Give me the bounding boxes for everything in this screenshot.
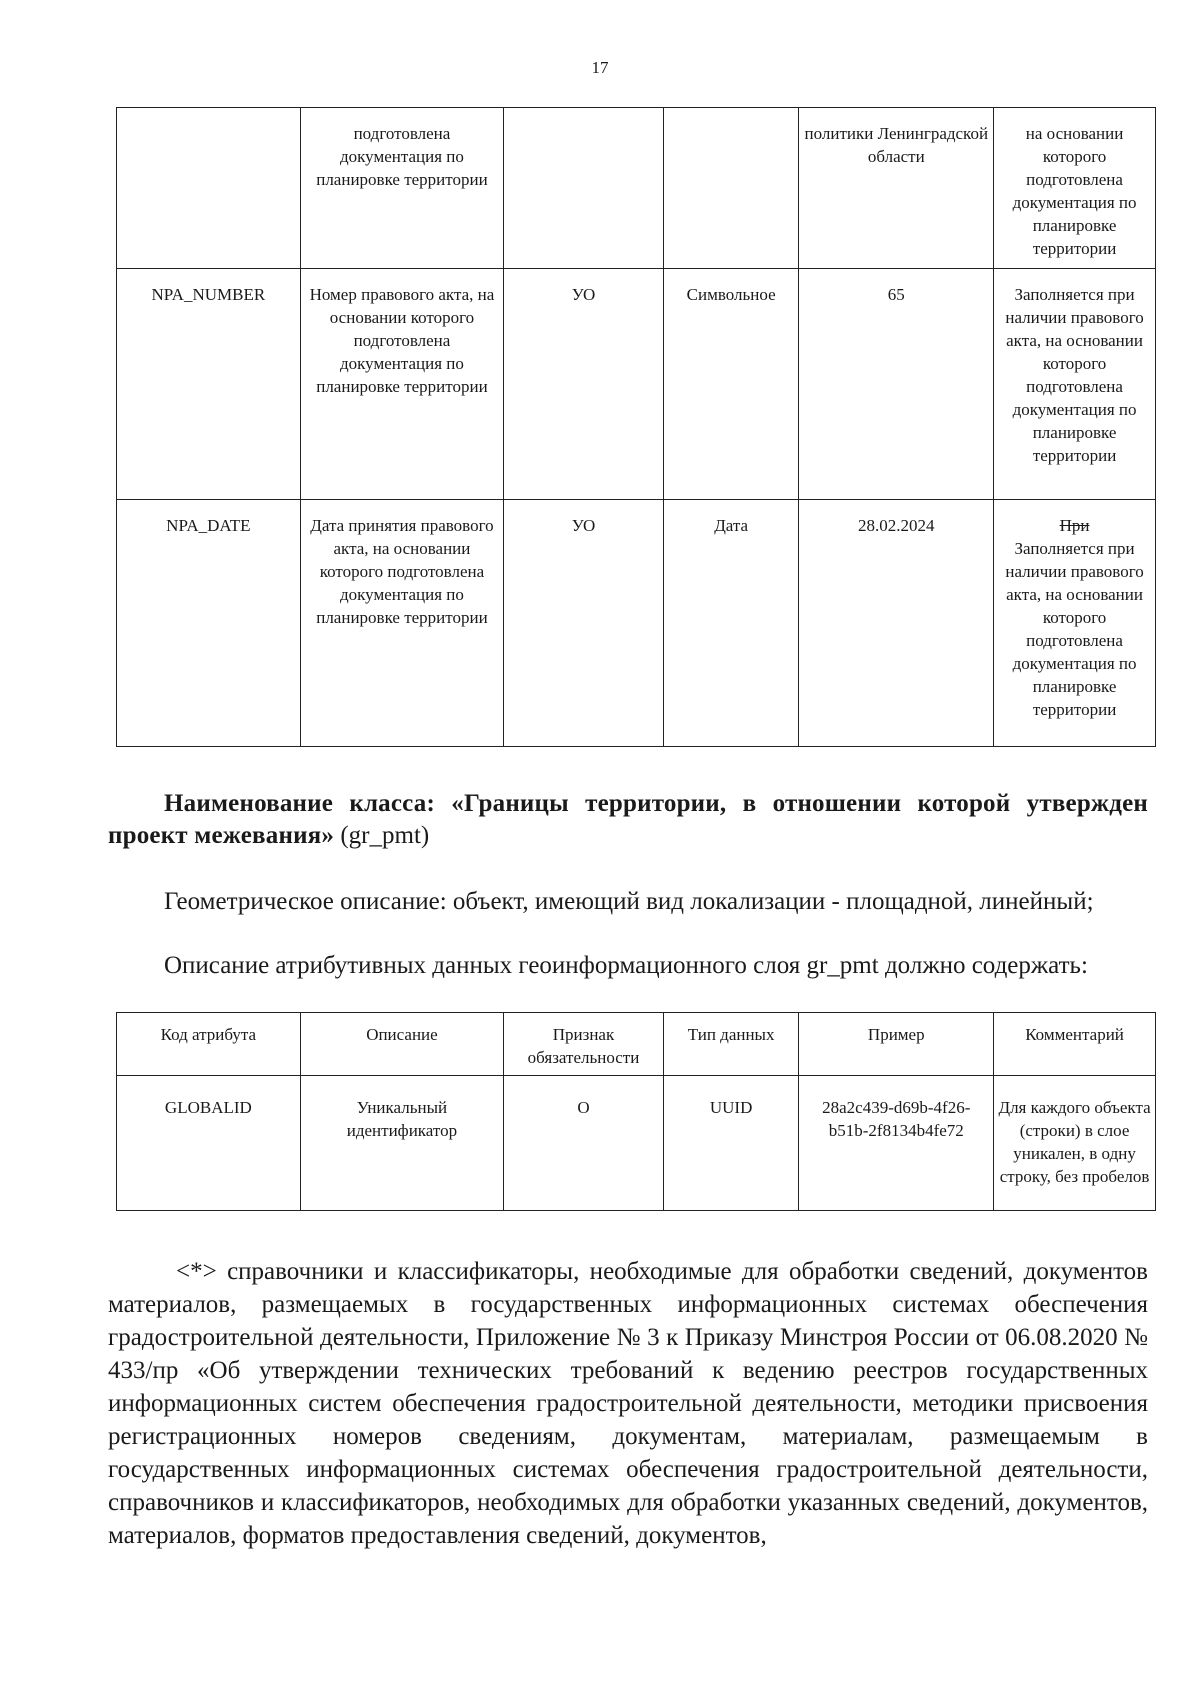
header-description: Описание <box>300 1013 503 1076</box>
cell-example: 65 <box>799 269 994 500</box>
table-row <box>117 108 1156 269</box>
cell-code <box>117 108 301 269</box>
cell-description: Дата принятия правового акта, на основании которого подготовлена документация по планировке территории <box>300 500 503 747</box>
table-header-row <box>117 1013 1156 1076</box>
header-type: Тип данных <box>663 1013 799 1076</box>
attributes-description: Описание атрибутивных данных геоинформационного слоя gr_pmt должно содержать: <box>164 952 1088 979</box>
cell-comment: на основании которого подготовлена документация по планировке территории <box>994 108 1156 269</box>
cell-type: UUID <box>663 1076 799 1211</box>
cell-mandatory <box>504 108 664 269</box>
struck-text: При <box>1059 516 1090 535</box>
header-code: Код атрибута <box>117 1013 301 1076</box>
table-row <box>117 500 1156 747</box>
class-heading <box>108 788 1148 852</box>
cell-mandatory: О <box>504 1076 664 1211</box>
table-row <box>117 269 1156 500</box>
class-heading-code: (gr_pmt) <box>340 822 430 849</box>
cell-description: подготовлена документация по планировке территории <box>300 108 503 269</box>
header-example: Пример <box>799 1013 994 1076</box>
header-mandatory: Признак обязательности <box>504 1013 664 1076</box>
cell-mandatory: УО <box>504 500 664 747</box>
cell-type: Дата <box>663 500 799 747</box>
cell-mandatory: УО <box>504 269 664 500</box>
cell-comment: Для каждого объекта (строки) в слое уникален, в одну строку, без пробелов <box>994 1076 1156 1211</box>
cell-example: политики Ленинградской области <box>799 108 994 269</box>
header-comment: Комментарий <box>994 1013 1156 1076</box>
attributes-table-continued <box>116 107 1156 747</box>
cell-description: Номер правового акта, на основании которого подготовлена документация по планировке территории <box>300 269 503 500</box>
cell-comment: Заполняется при наличии правового акта, на основании которого подготовлена документация по планировке территории <box>994 269 1156 500</box>
cell-type <box>663 108 799 269</box>
cell-example: 28a2c439-d69b-4f26-b51b-2f8134b4fe72 <box>799 1076 994 1211</box>
comment-text: Заполняется при наличии правового акта, на основании которого подготовлена документация по планировке территории <box>1005 539 1144 719</box>
table-row <box>117 1076 1156 1211</box>
attributes-table-gr-pmt <box>116 1012 1156 1211</box>
cell-code: NPA_NUMBER <box>117 269 301 500</box>
cell-code: GLOBALID <box>117 1076 301 1211</box>
page-number: 17 <box>591 58 609 77</box>
cell-example: 28.02.2024 <box>799 500 994 747</box>
class-heading-title: Наименование класса: «Границы территории, в отношении которой утвержден проект межевания» <box>108 790 1148 849</box>
cell-code: NPA_DATE <box>117 500 301 747</box>
footnote: <*> справочники и классификаторы, необходимые для обработки сведений, документов материалов, размещаемых в государственных информационных системах обеспечения градостроительной деятельности, Приложение № 3 к Приказу Минстроя России от 06.08.2020 № 433/пр «Об утверждении технических требований к ведению реестров государственных информационных систем обеспечения градостроительной деятельности, методики присвоения регистрационных номеров сведениям, документам, материалам, размещаемым в государственных информационных системах обеспечения градостроительной деятельности, справочников и классификаторов, необходимых для обработки указанных сведений, документов, материалов, форматов предоставления сведений, документов, <box>108 1258 1148 1549</box>
cell-description: Уникальный идентификатор <box>300 1076 503 1211</box>
cell-comment <box>994 500 1156 747</box>
cell-type: Символьное <box>663 269 799 500</box>
geometry-description: Геометрическое описание: объект, имеющий вид локализации - площадной, линейный; <box>164 888 1094 915</box>
